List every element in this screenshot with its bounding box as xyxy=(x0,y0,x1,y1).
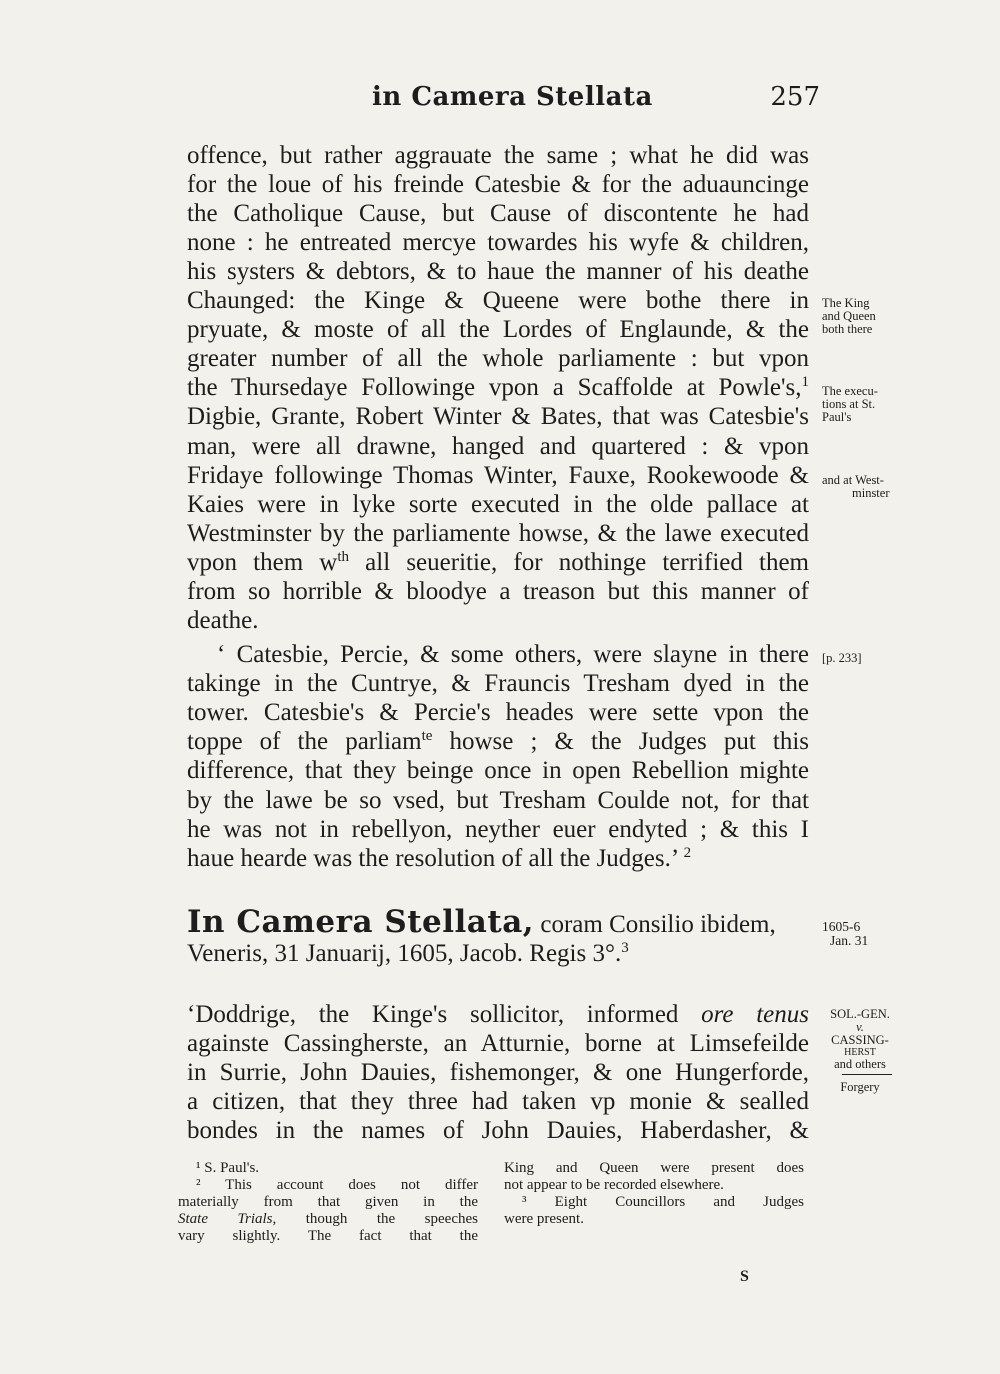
footnote-ref: 1 xyxy=(801,374,809,390)
margin-note-page-ref: [p. 233] xyxy=(822,651,862,665)
footnote-line: King and Queen were present does xyxy=(504,1160,804,1176)
footnote-line: were present. xyxy=(504,1211,584,1227)
footnote-ref: 2 xyxy=(683,845,692,861)
footnote-line: materially from that given in the xyxy=(178,1194,478,1210)
margin-note-case: SOL.-GEN. v. CASSING- HERST and others Forgery xyxy=(820,1008,900,1094)
body-line: takinge in the Cuntrye, & Frauncis Tresham dyed in the xyxy=(187,670,809,697)
margin-rule xyxy=(842,1074,892,1075)
margin-note-executions: The execu- tions at St. Paul's xyxy=(822,384,878,424)
section-heading-title: In Camera Stellata, xyxy=(187,904,535,940)
body-line: Digbie, Grante, Robert Winter & Bates, that was Catesbie's xyxy=(187,403,809,430)
page-number: 257 xyxy=(770,82,820,112)
body-line: man, were all drawne, hanged and quartered : & vpon xyxy=(187,433,809,460)
footnote-line: ¹ S. Paul's. xyxy=(196,1160,260,1176)
running-head xyxy=(372,82,820,122)
body-line: ‘Doddrige, the Kinge's sollicitor, informed ore tenus xyxy=(187,1001,809,1028)
footnotes-left-column xyxy=(178,1160,478,1245)
body-line: againste Cassingherste, an Atturnie, borne at Limsefeilde xyxy=(187,1030,809,1057)
footnote-line: ³ Eight Councillors and Judges xyxy=(522,1194,804,1210)
margin-note-king-queen: The King and Queen both there xyxy=(822,296,876,336)
body-line: bondes in the names of John Dauies, Haberdasher, & xyxy=(187,1117,809,1144)
body-line: vpon them $w^{th}$ all seueritie, for nothinge terrified them xyxy=(187,549,809,576)
body-line: toppe of the parliam$^{te}$ howse ; & the Judges put this xyxy=(187,728,810,755)
body-line: pryuate, & moste of all the Lordes of Englaunde, & the xyxy=(187,316,809,343)
body-line: from so horrible & bloodye a treason but this manner of xyxy=(187,578,809,605)
running-title: in Camera Stellata xyxy=(372,82,653,112)
body-line: a citizen, that they three had taken vp monie & sealled xyxy=(187,1088,809,1115)
footnote-line: vary slightly. The fact that the xyxy=(178,1228,478,1244)
margin-note-date: 1605-6 Jan. 31 xyxy=(822,919,869,948)
signature-mark: S xyxy=(740,1268,749,1285)
body-line: for the loue of his freinde Catesbie & for the aduauncinge xyxy=(187,171,809,198)
footnote-line: State Trials, though the speeches xyxy=(178,1211,478,1227)
body-line: Westminster by the parliamente howse, & the lawe executed xyxy=(187,520,809,547)
body-line: greater number of all the whole parliamente : but vpon xyxy=(187,345,809,372)
body-line: difference, that they beinge once in open Rebellion mighte xyxy=(187,757,809,784)
body-line: the Thursedaye Followinge vpon a Scaffolde at Powle's,$^1$ xyxy=(187,374,809,401)
body-line: none : he entreated mercye towardes his wyfe & children, xyxy=(187,229,809,256)
body-line: ‘ Catesbie, Percie, & some others, were slayne in there xyxy=(217,641,809,668)
body-line: deathe. xyxy=(187,607,259,634)
body-line: haue hearde was the resolution of all the Judges.’ $^2$ xyxy=(187,845,692,872)
body-line: Fridaye followinge Thomas Winter, Fauxe, Rookewoode & xyxy=(187,462,809,489)
body-line: he was not in rebellyon, neyther euer endyted ; & this I xyxy=(187,816,809,843)
footnote-line: not appear to be recorded elsewhere. xyxy=(504,1177,724,1193)
margin-note-westminster: and at West- minster xyxy=(822,473,890,500)
footnote-line: ² This account does not differ xyxy=(196,1177,478,1193)
body-line: tower. Catesbie's & Percie's heades were sette vpon the xyxy=(187,699,809,726)
section-heading: In Camera Stellata, coram Consilio ibidem, xyxy=(187,904,776,940)
footnotes-right-column xyxy=(504,1160,804,1228)
body-line: in Surrie, John Dauies, fishemonger, & one Hungerforde, xyxy=(187,1059,809,1086)
body-line: the Catholique Cause, but Cause of discontente he had xyxy=(187,200,809,227)
body-line: Chaunged: the Kinge & Queene were bothe there in xyxy=(187,287,809,314)
section-heading-line2: Veneris, 31 Januarij, 1605, Jacob. Regis 3°.$^3$ xyxy=(187,940,629,967)
body-line: offence, but rather aggrauate the same ; what he did was xyxy=(187,142,809,169)
body-line: by the lawe be so vsed, but Tresham Coulde not, for that xyxy=(187,787,809,814)
body-line: his systers & debtors, & to haue the manner of his deathe xyxy=(187,258,809,285)
footnote-ref: 3 xyxy=(621,940,629,956)
body-line: Kaies were in lyke sorte executed in the olde pallace at xyxy=(187,491,809,518)
